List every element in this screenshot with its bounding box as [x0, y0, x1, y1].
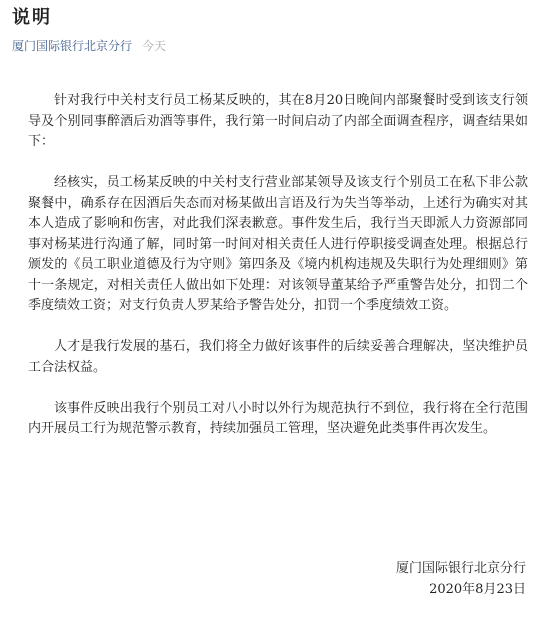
letter-body	[28, 91, 528, 460]
paragraph-remediation: 该事件反映出我行个别员工对八小时以外行为规范执行不到位，我行将在全行范围内开展员工行为规范警示教育，持续加强员工管理，坚决避免此类事件再次发生。	[28, 400, 528, 436]
signature-org: 厦门国际银行北京分行	[395, 561, 526, 576]
paragraph-findings: 经核实，员工杨某反映的中关村支行营业部某领导及该支行个别员工在私下非公款聚餐中，确系存在因酒后失态而对杨某做出言语及行为失当等举动，上述行为确实对其本人造成了影响和伤害，对此我们深表歉意。事件发生后，我行当天即派人力资源部同事对杨某进行沟通了解，同时第一时间对相关责任人进行停职接受调查处理。根据总行颁发的《员工职业道德及行为守则》第四条及《境内机构违规及失职行为处理细则》第十一条规定，对相关责任人做出如下处理：对该领导董某给予严重警告处分，扣罚二个季度绩效工资；对支行负责人罗某给予警告处分，扣罚一个季度绩效工资。	[28, 175, 528, 313]
post-time: 今天	[142, 39, 167, 53]
signature-block	[396, 559, 526, 600]
post-meta	[12, 38, 538, 54]
author-link[interactable]: 厦门国际银行北京分行	[12, 39, 133, 53]
paragraph-investigation-intro: 针对我行中关村支行员工杨某反映的，其在8月20日晚间内部聚餐时受到该支行领导及个别同事醉酒后劝酒等事件，我行第一时间启动了内部全面调查程序，调查结果如下：	[28, 93, 528, 149]
signature-date: 2020年8月23日	[429, 581, 526, 597]
post-title: 说明	[12, 7, 52, 28]
post-header	[12, 6, 538, 54]
paragraph-commitment: 人才是我行发展的基石，我们将全力做好该事件的后续妥善合理解决，坚决维护员工合法权益。	[28, 339, 528, 375]
